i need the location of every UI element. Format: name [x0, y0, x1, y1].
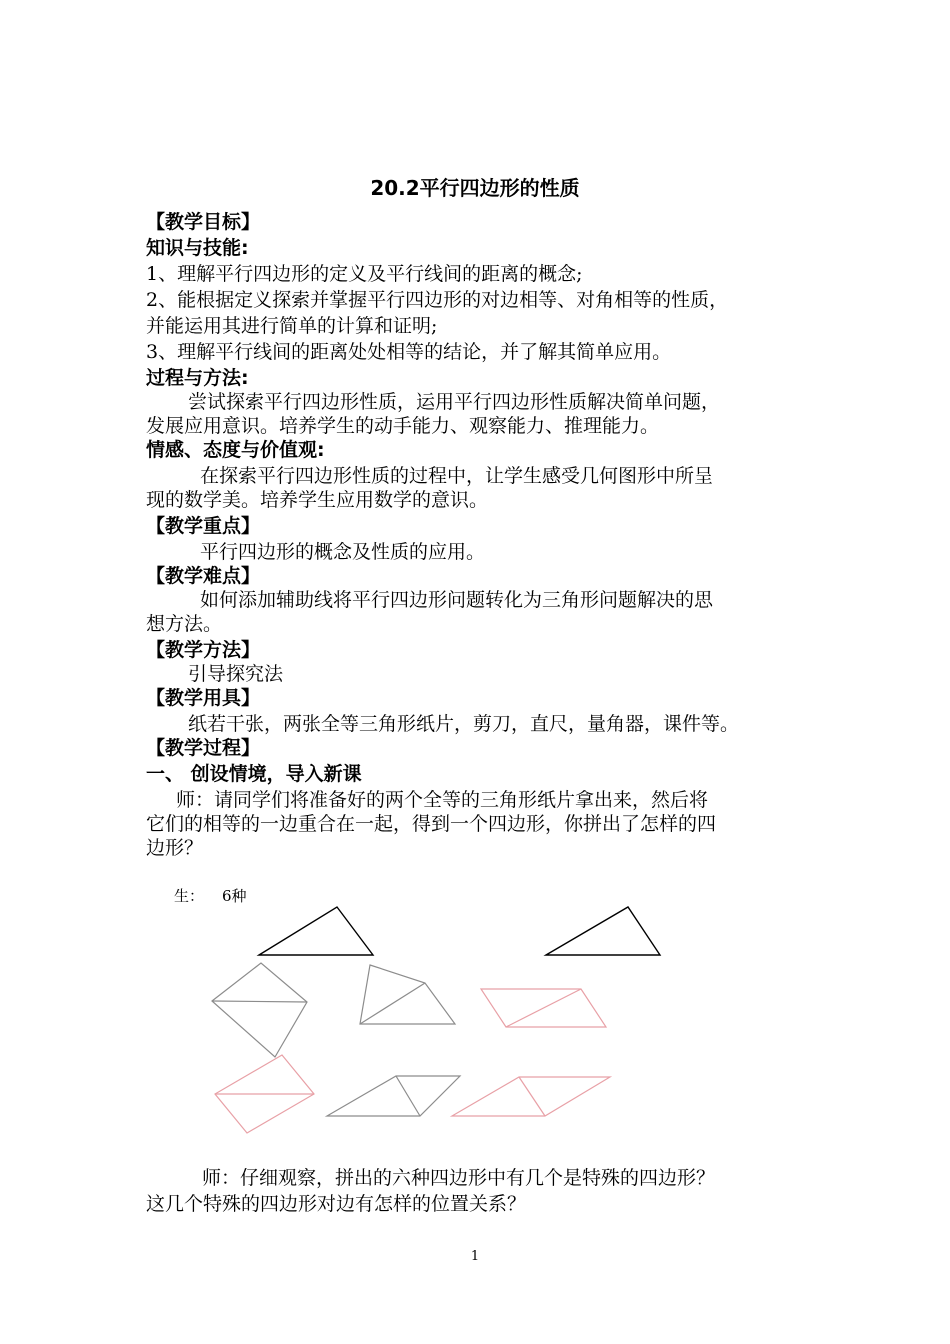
triangle-1: [259, 907, 373, 955]
teacher-prompt: 师：请同学们将准备好的两个全等的三角形纸片拿出来，然后将: [176, 789, 709, 811]
parallelogram-red-2: [215, 1055, 314, 1133]
objective-item-2: 2、能根据定义探索并掌握平行四边形的对边相等、对角相等的性质，: [146, 289, 729, 311]
quadrilateral-gray-3: [327, 1076, 460, 1116]
section-heading-method: 【教学方法】: [146, 639, 261, 661]
focus-text: 平行四边形的概念及性质的应用。: [200, 541, 486, 563]
difficulty-text: 如何添加辅助线将平行四边形问题转化为三角形问题解决的思: [200, 589, 714, 611]
quadrilateral-kite: [212, 963, 307, 1057]
process-text: 尝试探索平行四边形性质，运用平行四边形性质解决简单问题，: [188, 391, 721, 413]
attitude-text-cont: 现的数学美。培养学生应用数学的意识。: [146, 489, 489, 511]
triangle-2: [546, 907, 660, 955]
method-text: 引导探究法: [188, 663, 284, 685]
subheading-process: 过程与方法:: [146, 367, 249, 389]
teacher-question: 师：仔细观察，拼出的六种四边形中有几个是特殊的四边形？: [202, 1167, 716, 1189]
quadrilateral-gray-2: [360, 965, 455, 1024]
objective-item-3: 3、理解平行线间的距离处处相等的结论，并了解其简单应用。: [146, 341, 672, 363]
attitude-text: 在探索平行四边形性质的过程中，让学生感受几何图形中所呈: [200, 465, 714, 487]
section-heading-difficulty: 【教学难点】: [146, 565, 261, 587]
subheading-knowledge: 知识与技能:: [146, 237, 249, 259]
difficulty-text-cont: 想方法。: [146, 613, 223, 635]
subheading-attitude: 情感、态度与价值观:: [146, 439, 325, 461]
teacher-prompt-end: 边形？: [146, 837, 204, 859]
process-text-cont: 发展应用意识。培养学生的动手能力、观察能力、推理能力。: [146, 415, 660, 437]
step-one-heading: 一、 创设情境，导入新课: [146, 763, 362, 785]
section-heading-focus: 【教学重点】: [146, 515, 261, 537]
count-label: 6种: [222, 887, 247, 905]
objective-item-1: 1、理解平行四边形的定义及平行线间的距离的概念;: [146, 263, 583, 285]
tools-text: 纸若干张，两张全等三角形纸片，剪刀，直尺，量角器，课件等。: [188, 713, 740, 735]
parallelogram-red-3: [452, 1077, 610, 1116]
speaker-label: 生：: [174, 887, 205, 905]
parallelogram-red-1: [481, 989, 606, 1027]
section-heading-objectives: 【教学目标】: [146, 211, 261, 233]
teacher-prompt-cont: 它们的相等的一边重合在一起，得到一个四边形，你拼出了怎样的四: [146, 813, 717, 835]
section-heading-tools: 【教学用具】: [146, 687, 261, 709]
page-number: 1: [470, 1249, 480, 1264]
teacher-question-cont: 这几个特殊的四边形对边有怎样的位置关系？: [146, 1193, 527, 1215]
document-title: 20.2平行四边形的性质: [370, 176, 580, 200]
section-heading-process: 【教学过程】: [146, 737, 261, 759]
objective-item-2-cont: 并能运用其进行简单的计算和证明;: [146, 315, 438, 337]
